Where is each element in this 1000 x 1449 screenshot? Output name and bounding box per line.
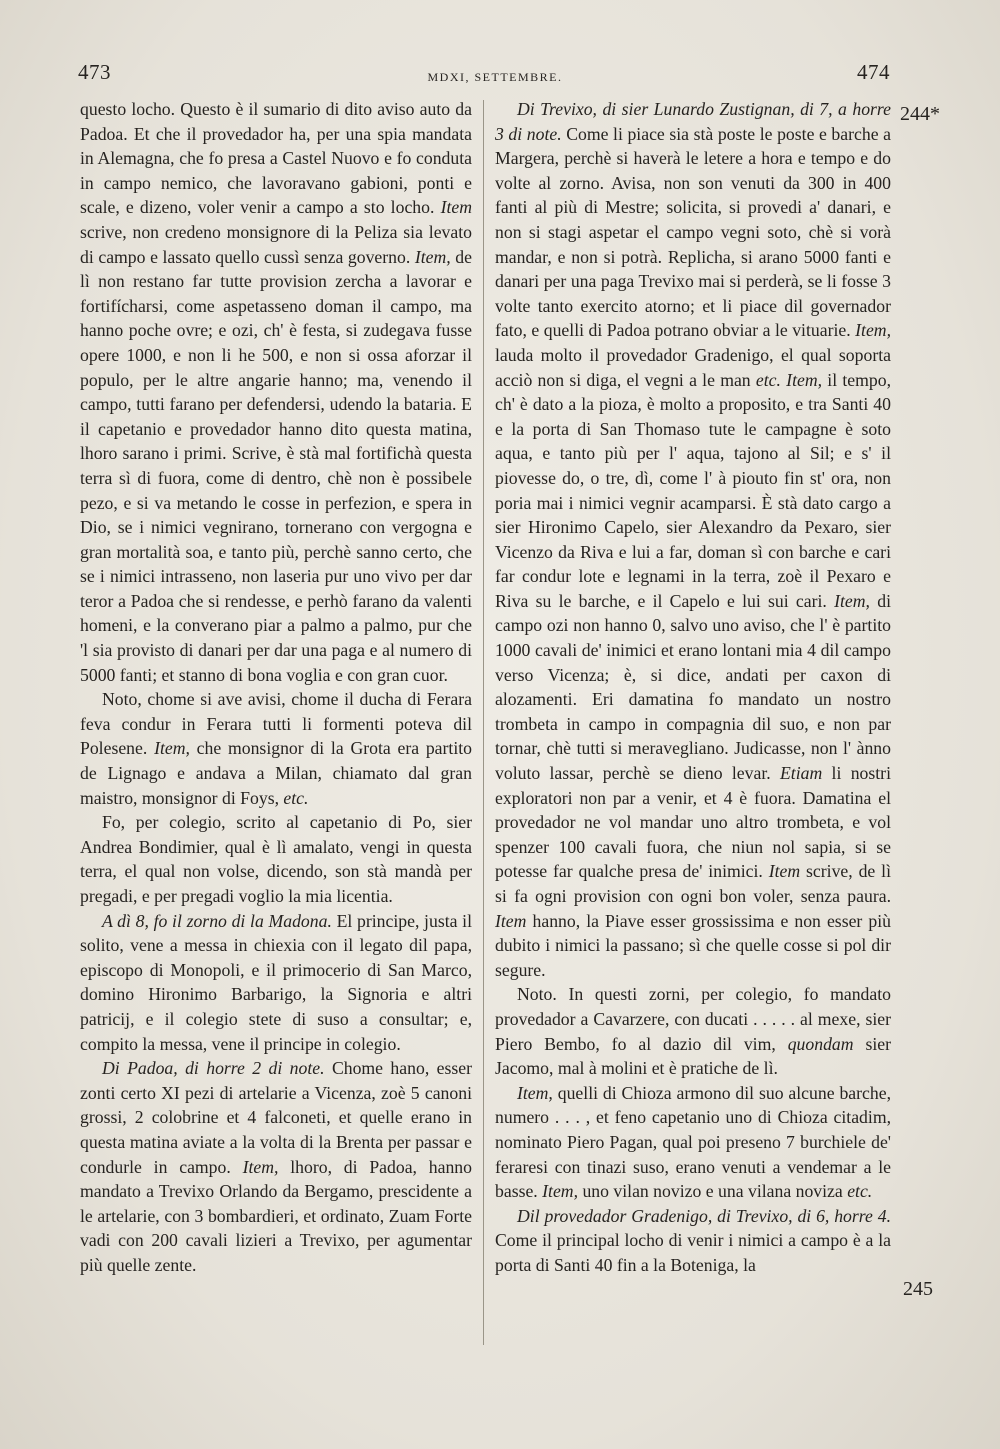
italic-run: Item, [542,1181,579,1202]
page-number-left: 473 [78,60,111,84]
italic-run: Item, [517,1082,553,1103]
italic-run: quondam [787,1033,854,1054]
italic-run: etc. [283,787,309,808]
text-run: il tempo, ch' è dato a la pioza, è molto a proposito, e tra Santi 40 e la porta di San Thomaso tute le campagne è soto aqua, e tanto più per l' aqua, tajono al Sil; e s' il piovesse do, o tre, dì, come l' à piouto fin st' ora, non poria mai i nimici vegnir acamparsi. È stà dato cargo a sier Hironimo Capelo, sier Alexandro da Pexaro, sier Vicenzo da Riva e lui a far, doman sì con barche e cari far condur lote e legnami in la terra, zoè il Pexaro e Riva su le barche, e il Capelo e lui sui cari. [495,369,891,611]
italic-run: Item [495,910,527,931]
page-header [0,60,1000,100]
text-run: che monsignor di la Grota era partito de Lignago e andava a Milan, chiamato dal gran maistro, monsignor di Foys, [80,738,473,808]
paragraph [80,909,472,1057]
text-run: uno vilan novizo e una vilana noviza [578,1181,848,1202]
paragraph: Fo, per colegio, scrito al capetanio di Po, sier Andrea Bondimier, qual è lì amalato, vengi in questa terra, el qual non volse, dicendo, son stà mandà per pregadi, e per pregadi voglio la mia licentia. [80,812,472,906]
italic-run: Item, [414,246,451,267]
text-run: scrive, non credeno monsignore di la Peliza sia levato di campo e lassato quello cussì senza governo. [80,221,472,267]
text-run: scrive, de lì si fa ogni provision con ogni bon voler, senza paura. [495,861,891,906]
margin-number: 245 [903,1278,933,1300]
italic-run: Item, [855,320,891,341]
margin-number: 244* [900,103,940,125]
italic-run: Item [768,861,801,882]
italic-run: Di Padoa, di horre 2 di note. [102,1058,325,1079]
text-run: quelli di Chioza armono dil suo alcune barche, numero . . . , et feno capetanio uno di Chioza citadim, nominato Piero Pagan, qual poi preseno 7 burchiele de' feraresi con tinazi suso, erano venuti a vendemar a le basse. [495,1082,891,1202]
page-number-right: 474 [857,60,890,84]
italic-run: etc. Item, [755,369,823,390]
text-run: Noto, chome si ave avisi, chome il ducha di Ferara feva condur in Ferara tutti li formenti poteva dil Polesene. [80,689,472,759]
paragraph [495,97,891,982]
text-run: Come li piace sia stà poste le poste e barche a Margera, perchè si haverà le letere a hora e tempo e do volte al zorno. Avisa, non son venuti da 300 in 400 fanti al più di Mestre; solicita, si provedi a' danari, e non si stagi aspetar el campo vegni soto, chè si vorà mandar, e non si potrà. Replicha, si arano 5000 fanti e danari per una paga Trevixo mai si perderà, se li fosse 3 volte tanto exercito atorno; et li piace dil governador fato, e quelli di Padoa potrano obviar a le vituarie. [495,123,891,341]
right-column [495,97,891,1278]
text-run: questo locho. Questo è il sumario di dito aviso auto da Padoa. Et che il provedador ha, per una spia mandata in Alemagna, che fo presa a Castel Nuovo e fo conduta in campo nemico, che lavoravano gabioni, ponti e scale, e dizeno, voler venir a campo a sto locho. [80,99,472,218]
italic-run: etc. [847,1181,873,1202]
text-run: lhoro, di Padoa, hanno mandato a Trevixo Orlando da Bergamo, prescidente a le artelarie, con 3 bombardieri, et ordinato, Zuam Forte vadi con 200 cavali lizieri a Trevixo, per agumentar più quelle zente. [80,1156,472,1275]
text-run: lauda molto il provedador Gradenigo, el qual soporta acciò non si diga, el vegni a le man [495,344,891,390]
paragraph [495,982,891,1080]
left-column [80,97,472,1278]
column-divider [483,100,484,1345]
paragraph [80,1056,472,1277]
paragraph [495,1081,891,1204]
text-run: El principe, justa il solito, vene a messa in chiexia con il legato dil papa, episcopo di Monopoli, e il primocerio di San Marco, domino Hironimo Barbarigo, la Signoria e altri patricij, e il colegio stete di suso a consultar; e, compito la messa, vene il principe in colegio. [80,910,472,1054]
italic-run: Di Trevixo, di sier Lunardo Zustignan, di 7, a horre 3 di note. [495,99,891,144]
paragraph [80,687,472,810]
running-title: MDXI, SETTEMBRE. [427,70,563,84]
italic-run: Item, [242,1156,279,1177]
text-run: sier Jacomo, mal à molini et è pratiche de lì. [495,1033,892,1079]
italic-run: Item, [834,590,870,611]
italic-run: Dil provedador Gradenigo, di Trevixo, di 6, horre 4. [517,1205,891,1226]
italic-run: Etiam [780,763,823,784]
italic-run: Item, [154,738,190,759]
paragraph [495,1204,891,1278]
text-run: di campo ozi non hanno 0, salvo uno aviso, che l' è partito 1000 cavali de' inimici et erano lontani mia 4 dil campo verso Vicenza; è, si dice, andati per caxon di alozamenti. Eri damatina fo mandato un nostro trombeta in campo in compagnia dil suo, e non par tornar, chè tutti si meravegliano. Judicasse, non l' ànno voluto lassar, perchè se dieno levar. [495,590,891,784]
text-run: li nostri exploratori non par a venir, et 4 è fuora. Damatina el provedador ne vol mandar uno altro trombeta, e vol spenzer 100 cavali fuora, che niun nol sapia, si se potesse far qualche presa de' inimici. [495,763,891,882]
paragraph [80,97,472,687]
text-run: de lì non restano far tutte provision zercha a lavorar e fortifícharsi, come aspetasseno doman il campo, ma hanno poche ovre; e ozi, ch' è festa, si zudegava fusse opere 1000, e non li he 500, e non si ossa aforzar il populo, per le altre angarie hanno; ma, venendo il campo, tutti farano per defendersi, udendo la bataria. E il capetanio e provedador hanno dito questa matina, lhoro sarano i primi. Scrive, è stà mal fortifichà questa terra sì di fuora, come di dentro, chè non è possibele pezo, e si va metando le cosse in perfezion, e spera in Dio, se i nimici vegnirano, tornerano con vergogna e gran mortalità soa, e tanto più, perchè sanno certo, che se i nimici intrasseno, non laseria pur uno vivo per dar teror a Padoa che si rendesse, e perhò farano da valenti homeni, e la converano piar a palmo a palmo, pur che 'l sia provisto di danari per dar una paga e al numero di 5000 fanti; et stanno di bona voglia e con gran cuor. [80,246,473,685]
italic-run: A dì 8, fo il zorno di la Madona. [102,910,332,931]
text-run: Come il principal locho di venir i nimici a campo è a la porta di Santi 40 fin a la Boteniga, la [495,1230,891,1275]
italic-run: Item [440,197,472,218]
text-run: Chome hano, esser zonti certo XI pezi di artelarie a Vicenza, zoè 5 canoni grossi, 2 colobrine et 4 falconeti, et quelle erano in questa matina aviate a la volta di la Brenta per passar e condurle in campo. [80,1058,472,1177]
text-run: hanno, la Piave esser grossissima e non esser più dubito i nimici la passano; sì che quelle cosse si pol dir segure. [495,910,891,980]
text-run: Noto. In questi zorni, per colegio, fo mandato provedador a Cavarzere, con ducati . . . . . al mexe, sier Piero Bembo, fo al dazio dil vim, [495,984,891,1054]
